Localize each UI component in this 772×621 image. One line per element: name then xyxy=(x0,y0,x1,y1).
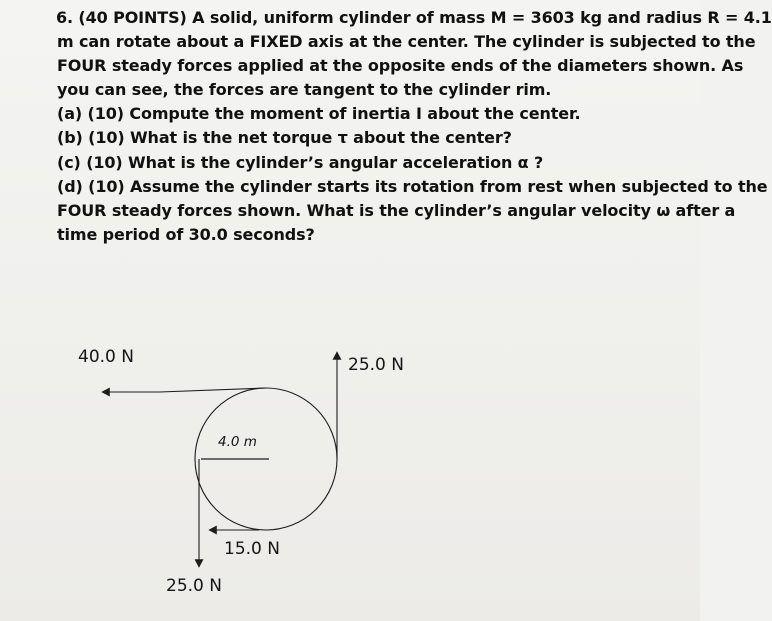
problem-line-2: m can rotate about a FIXED axis at the center. The cylinder is subjected to the xyxy=(57,32,756,52)
problem-line-4: you can see, the forces are tangent to the cylinder rim. xyxy=(57,80,552,100)
part-d-question-line-2: FOUR steady forces shown. What is the cylinder’s angular velocity ω after a xyxy=(57,200,736,220)
force-label-top-left: 40.0 N xyxy=(78,347,134,367)
force-label-top-right: 25.0 N xyxy=(348,355,404,375)
problem-line-1: 6. (40 POINTS) A solid, uniform cylinder of mass M = 3603 kg and radius R = 4.1 xyxy=(56,8,772,27)
force-label-bottom-inner: 15.0 N xyxy=(224,539,280,559)
part-d-question-line-1: (d) (10) Assume the cylinder starts its rotation from rest when subjected to the xyxy=(57,176,768,196)
part-a-question: (a) (10) Compute the moment of inertia I about the center. xyxy=(57,104,581,124)
part-c-question: (c) (10) What is the cylinder’s angular acceleration α ? xyxy=(57,152,544,172)
part-b-question: (b) (10) What is the net torque τ about the center? xyxy=(57,128,512,148)
radius-label: 4.0 m xyxy=(218,434,257,450)
problem-line-3: FOUR steady forces applied at the opposite ends of the diameters shown. As xyxy=(57,56,744,76)
part-d-question-line-3: time period of 30.0 seconds? xyxy=(57,224,315,244)
force-label-bottom-left: 25.0 N xyxy=(166,576,222,596)
